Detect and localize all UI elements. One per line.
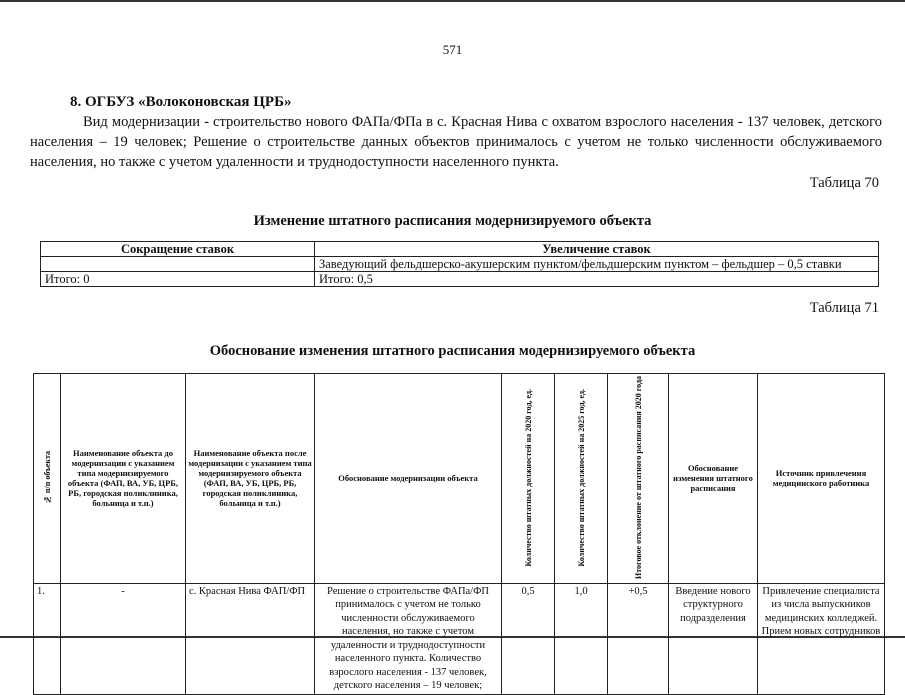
table-70-empty-cell [41, 257, 315, 272]
table-70-header-reduction: Сокращение ставок [41, 242, 315, 257]
cell-reason: Введение нового структурного подразделения [669, 583, 758, 694]
cell-before: - [61, 583, 186, 694]
cell-count-2020: 0,5 [502, 583, 555, 694]
table-70-title: Изменение штатного расписания модернизируемого объекта [253, 213, 652, 229]
table-70 [40, 241, 879, 287]
table-70-increase-item: Заведующий фельдшерско-акушерским пунктом/фельдшерским пунктом – фельдшер – 0,5 ставки [315, 257, 879, 272]
header-source: Источник привлечения медицинского работника [758, 374, 885, 584]
cell-justification: Решение о строительстве ФАПа/ФП принималось с учетом не только численности обслуживаемого населения, но также с учетом удаленности и труднодоступности населенного пункта. Количество взрослого населения - 137 человек, детского населения – 19 человек; [315, 583, 502, 694]
header-reason: Обоснование изменения штатного расписания [669, 374, 758, 584]
cell-num: 1. [34, 583, 61, 694]
header-before: Наименование объекта до модернизации с указанием типа модернизируемого объекта (ФАП, ВА, УБ, ЦРБ, РБ, городская поликлиника, больница и т.п.) [61, 374, 186, 584]
header-deviation: Итоговое отклонение от штатного расписания 2020 года [608, 374, 669, 584]
section-paragraph: Вид модернизации - строительство нового ФАПа/ФПа в с. Красная Нива с охватом взрослого населения - 137 человек, детского населения – 19 человек; Решение о строительстве данных объектов принималось с учетом не только численности обслуживаемого населения, но также с учетом удаленности и труднодоступности населенного пункта. [30, 114, 882, 170]
cell-source: Привлечение специалиста из числа выпускников медицинских колледжей. Прием новых сотрудников [758, 583, 885, 694]
table-70-label: Таблица 70 [809, 175, 879, 191]
table-70-total-reduction: Итого: 0 [41, 272, 315, 287]
table-71 [33, 373, 885, 695]
table-row [34, 583, 885, 694]
page-number: 571 [442, 42, 463, 57]
cell-after: с. Красная Нива ФАП/ФП [186, 583, 315, 694]
header-count-2025: Количество штатных должностей на 2025 год, ед. [555, 374, 608, 584]
header-justification: Обоснование модернизации объекта [315, 374, 502, 584]
table-71-title: Обоснование изменения штатного расписания модернизируемого объекта [209, 343, 696, 359]
header-num: № п/п объекта [34, 374, 61, 584]
header-after: Наименование объекта после модернизации с указанием типа модернизируемого объекта (ФАП, ВА, УБ, ЦРБ, РБ, городская поликлиника, больница и т.п.) [186, 374, 315, 584]
table-70-total-increase: Итого: 0,5 [315, 272, 879, 287]
section-heading: 8. ОГБУЗ «Волоконовская ЦРБ» [70, 94, 292, 110]
table-71-label: Таблица 71 [809, 300, 879, 316]
table-70-header-increase: Увеличение ставок [315, 242, 879, 257]
cell-deviation: +0,5 [608, 583, 669, 694]
header-count-2020: Количество штатных должностей на 2020 год, ед. [502, 374, 555, 584]
cell-count-2025: 1,0 [555, 583, 608, 694]
scan-edge-top [0, 0, 905, 2]
